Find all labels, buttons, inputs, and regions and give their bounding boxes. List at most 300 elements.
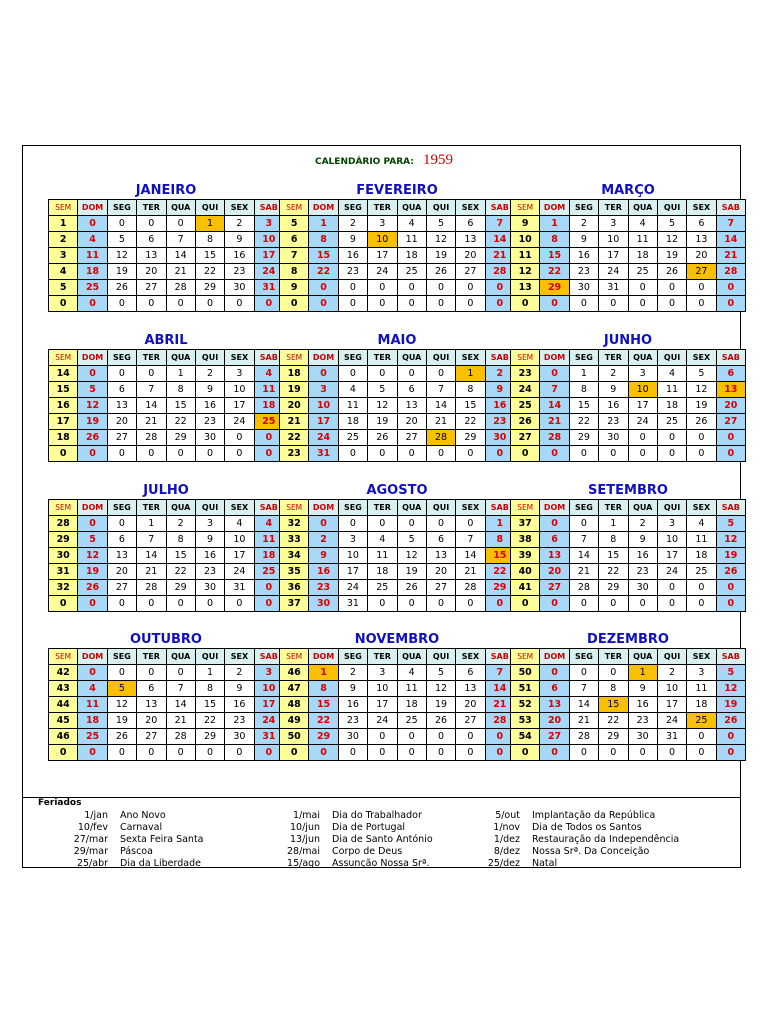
week-number: 14 [49, 366, 78, 382]
day-cell: 0 [225, 430, 254, 446]
holidays-divider [22, 797, 741, 798]
weekday-header: SAB [254, 200, 283, 216]
day-cell: 15 [569, 398, 598, 414]
week-row [511, 580, 746, 596]
week-row [511, 296, 746, 312]
day-cell: 4 [78, 232, 107, 248]
holiday-date: 1/nov [493, 822, 520, 833]
weekday-header: DOM [78, 500, 107, 516]
day-cell: 0 [687, 745, 716, 761]
day-cell: 3 [657, 516, 686, 532]
holiday-name: Restauração da Independência [532, 834, 680, 845]
weekday-header: QUA [628, 500, 657, 516]
day-cell: 21 [426, 414, 455, 430]
month-table [48, 349, 284, 462]
holiday-name: Dia do Trabalhador [332, 810, 422, 821]
weekday-header: DOM [540, 200, 569, 216]
day-cell: 31 [225, 580, 254, 596]
weekday-header: QUI [657, 350, 686, 366]
day-cell: 25 [397, 264, 426, 280]
day-cell: 0 [397, 280, 426, 296]
day-cell: 19 [368, 414, 397, 430]
day-cell: 0 [166, 446, 195, 462]
day-cell: 0 [657, 446, 686, 462]
day-cell: 7 [540, 382, 569, 398]
day-cell: 4 [368, 532, 397, 548]
month-table [510, 648, 746, 761]
day-cell: 0 [166, 665, 195, 681]
month-table [48, 648, 284, 761]
day-cell: 0 [338, 516, 367, 532]
weekday-header: SAB [716, 350, 745, 366]
holiday-date: 1/jan [84, 810, 108, 821]
weekday-header: SEM [49, 500, 78, 516]
day-cell: 19 [716, 697, 745, 713]
day-cell: 4 [254, 366, 283, 382]
day-cell: 6 [397, 382, 426, 398]
day-cell: 27 [426, 580, 455, 596]
day-cell: 13 [107, 398, 136, 414]
day-cell: 0 [569, 516, 598, 532]
day-cell: 0 [107, 296, 136, 312]
weekday-header: SEX [456, 500, 485, 516]
holidays-title: Feriados [38, 798, 82, 808]
year-label: 1959 [423, 152, 454, 168]
week-row [280, 264, 515, 280]
day-cell: 10 [628, 382, 657, 398]
day-cell: 19 [716, 548, 745, 564]
week-number: 0 [49, 446, 78, 462]
day-cell: 18 [687, 548, 716, 564]
week-number: 50 [511, 665, 540, 681]
day-cell: 12 [107, 248, 136, 264]
day-cell: 5 [397, 532, 426, 548]
day-cell: 2 [485, 366, 514, 382]
day-cell: 0 [657, 296, 686, 312]
week-row [280, 366, 515, 382]
week-row [49, 296, 284, 312]
day-cell: 0 [540, 516, 569, 532]
day-cell: 4 [687, 516, 716, 532]
day-cell: 0 [540, 446, 569, 462]
day-cell: 0 [657, 745, 686, 761]
day-cell: 15 [166, 398, 195, 414]
week-row [49, 216, 284, 232]
day-cell: 0 [628, 446, 657, 462]
day-cell: 0 [599, 296, 628, 312]
week-row [49, 516, 284, 532]
day-cell: 0 [485, 446, 514, 462]
weekday-header: SEX [687, 649, 716, 665]
day-cell: 14 [166, 697, 195, 713]
day-cell: 0 [225, 745, 254, 761]
day-cell: 5 [368, 382, 397, 398]
day-cell: 0 [540, 665, 569, 681]
day-cell: 13 [687, 232, 716, 248]
day-cell: 0 [485, 280, 514, 296]
week-row [280, 216, 515, 232]
day-cell: 17 [225, 398, 254, 414]
week-row [280, 681, 515, 697]
day-cell: 13 [137, 697, 166, 713]
day-cell: 9 [599, 382, 628, 398]
week-row [511, 280, 746, 296]
holiday-row [60, 822, 204, 834]
day-cell: 24 [599, 264, 628, 280]
day-cell: 17 [338, 564, 367, 580]
day-cell: 0 [397, 446, 426, 462]
day-cell: 23 [628, 713, 657, 729]
weekday-header: TER [137, 500, 166, 516]
holiday-date: 8/dez [493, 846, 520, 857]
weekday-header: SEG [569, 500, 598, 516]
weekday-header: DOM [309, 649, 338, 665]
week-number: 8 [280, 264, 309, 280]
weekday-header: SEX [687, 500, 716, 516]
week-number: 12 [511, 264, 540, 280]
week-number: 46 [280, 665, 309, 681]
day-cell: 0 [368, 446, 397, 462]
day-cell: 0 [657, 280, 686, 296]
week-row [280, 713, 515, 729]
weekday-header: QUI [426, 200, 455, 216]
holidays-column-2 [268, 810, 433, 870]
day-cell: 27 [137, 729, 166, 745]
day-cell: 6 [137, 232, 166, 248]
week-row [280, 665, 515, 681]
day-cell: 8 [599, 532, 628, 548]
week-row [280, 532, 515, 548]
day-cell: 6 [687, 216, 716, 232]
day-cell: 13 [540, 548, 569, 564]
day-cell: 24 [254, 713, 283, 729]
day-cell: 10 [309, 398, 338, 414]
day-cell: 21 [540, 414, 569, 430]
weekday-header: SEX [687, 200, 716, 216]
holiday-row [470, 822, 679, 834]
day-cell: 0 [599, 446, 628, 462]
month-name: ABRIL [144, 333, 188, 348]
day-cell: 0 [456, 280, 485, 296]
week-number: 35 [280, 564, 309, 580]
weekday-header: QUI [426, 350, 455, 366]
day-cell: 6 [137, 681, 166, 697]
day-cell: 0 [137, 446, 166, 462]
week-number: 54 [511, 729, 540, 745]
day-cell: 19 [78, 414, 107, 430]
day-cell: 5 [426, 216, 455, 232]
week-number: 5 [280, 216, 309, 232]
day-cell: 10 [368, 681, 397, 697]
week-row [511, 232, 746, 248]
day-cell: 0 [397, 596, 426, 612]
week-row [511, 548, 746, 564]
day-cell: 8 [166, 532, 195, 548]
day-cell: 15 [195, 697, 224, 713]
day-cell: 14 [540, 398, 569, 414]
day-cell: 16 [338, 248, 367, 264]
day-cell: 12 [368, 398, 397, 414]
day-cell: 0 [166, 296, 195, 312]
day-cell: 0 [628, 280, 657, 296]
day-cell: 13 [397, 398, 426, 414]
day-cell: 30 [628, 580, 657, 596]
day-cell: 15 [456, 398, 485, 414]
day-cell: 3 [338, 532, 367, 548]
day-cell: 26 [107, 729, 136, 745]
day-cell: 17 [657, 548, 686, 564]
day-cell: 27 [456, 264, 485, 280]
day-cell: 4 [628, 216, 657, 232]
day-cell: 0 [254, 580, 283, 596]
week-row [280, 280, 515, 296]
day-cell: 27 [137, 280, 166, 296]
day-cell: 0 [716, 296, 745, 312]
day-cell: 23 [225, 264, 254, 280]
day-cell: 24 [657, 564, 686, 580]
weekday-header: QUA [397, 649, 426, 665]
weekday-header: DOM [309, 350, 338, 366]
day-cell: 0 [628, 430, 657, 446]
weekday-header: DOM [309, 200, 338, 216]
day-cell: 0 [687, 580, 716, 596]
week-row [49, 264, 284, 280]
week-number: 49 [280, 713, 309, 729]
day-cell: 20 [426, 564, 455, 580]
week-number: 24 [511, 382, 540, 398]
day-cell: 20 [687, 248, 716, 264]
day-cell: 26 [716, 713, 745, 729]
week-number: 9 [280, 280, 309, 296]
day-cell: 21 [485, 697, 514, 713]
month-name: OUTUBRO [129, 632, 202, 647]
weekday-header: DOM [540, 500, 569, 516]
day-cell: 0 [540, 596, 569, 612]
day-cell: 1 [456, 366, 485, 382]
week-number: 1 [49, 216, 78, 232]
day-cell: 16 [338, 697, 367, 713]
holiday-date: 27/mar [73, 834, 108, 845]
weekday-header: QUI [195, 649, 224, 665]
day-cell: 26 [397, 580, 426, 596]
day-cell: 0 [368, 280, 397, 296]
day-cell: 2 [338, 216, 367, 232]
day-cell: 9 [195, 382, 224, 398]
day-cell: 30 [485, 430, 514, 446]
month-name: SETEMBRO [588, 483, 668, 498]
day-cell: 26 [426, 264, 455, 280]
day-cell: 0 [309, 366, 338, 382]
day-cell: 22 [195, 264, 224, 280]
day-cell: 8 [309, 681, 338, 697]
week-number: 15 [49, 382, 78, 398]
day-cell: 30 [225, 729, 254, 745]
day-cell: 6 [716, 366, 745, 382]
day-cell: 0 [107, 216, 136, 232]
day-cell: 18 [397, 248, 426, 264]
day-cell: 0 [368, 516, 397, 532]
weekday-header: SAB [254, 350, 283, 366]
week-row [49, 382, 284, 398]
week-number: 40 [511, 564, 540, 580]
month-6 [510, 333, 746, 462]
day-cell: 9 [225, 232, 254, 248]
day-cell: 0 [456, 516, 485, 532]
holiday-name: Dia de Santo António [332, 834, 433, 845]
week-number: 20 [280, 398, 309, 414]
day-cell: 18 [368, 564, 397, 580]
day-cell: 29 [166, 580, 195, 596]
day-cell: 0 [716, 729, 745, 745]
week-number: 21 [280, 414, 309, 430]
week-row [511, 398, 746, 414]
day-cell: 0 [628, 745, 657, 761]
week-row [280, 414, 515, 430]
week-number: 0 [511, 446, 540, 462]
day-cell: 0 [397, 745, 426, 761]
day-cell: 0 [426, 446, 455, 462]
weekday-header: QUA [166, 500, 195, 516]
day-cell: 10 [254, 232, 283, 248]
holiday-name: Nossa Srª. Da Conceição [532, 846, 650, 857]
day-cell: 16 [485, 398, 514, 414]
day-cell: 0 [195, 446, 224, 462]
day-cell: 0 [687, 280, 716, 296]
day-cell: 6 [456, 665, 485, 681]
week-row [49, 414, 284, 430]
day-cell: 9 [485, 382, 514, 398]
day-cell: 0 [540, 296, 569, 312]
week-row [511, 414, 746, 430]
week-row [49, 280, 284, 296]
day-cell: 14 [485, 232, 514, 248]
day-cell: 14 [456, 548, 485, 564]
week-number: 43 [49, 681, 78, 697]
day-cell: 16 [309, 564, 338, 580]
holiday-row [60, 846, 204, 858]
day-cell: 2 [225, 665, 254, 681]
week-number: 34 [280, 548, 309, 564]
day-cell: 0 [137, 665, 166, 681]
day-cell: 31 [254, 280, 283, 296]
day-cell: 21 [137, 414, 166, 430]
day-cell: 0 [456, 729, 485, 745]
day-cell: 6 [107, 382, 136, 398]
day-cell: 0 [78, 446, 107, 462]
title-label: CALENDÁRIO PARA: [314, 157, 414, 167]
day-cell: 9 [628, 681, 657, 697]
day-cell: 19 [107, 264, 136, 280]
day-cell: 0 [569, 596, 598, 612]
day-cell: 0 [78, 296, 107, 312]
day-cell: 7 [137, 382, 166, 398]
month-table [510, 349, 746, 462]
day-cell: 23 [195, 564, 224, 580]
week-number: 23 [280, 446, 309, 462]
day-cell: 8 [166, 382, 195, 398]
day-cell: 0 [599, 665, 628, 681]
weekday-header-row [49, 500, 284, 516]
day-cell: 18 [657, 398, 686, 414]
day-cell: 0 [368, 729, 397, 745]
day-cell: 9 [628, 532, 657, 548]
weekday-header: SAB [716, 649, 745, 665]
day-cell: 6 [426, 532, 455, 548]
day-cell: 10 [225, 532, 254, 548]
day-cell: 22 [166, 564, 195, 580]
weekday-header: TER [368, 649, 397, 665]
weekday-header: SEG [569, 649, 598, 665]
weekday-header: QUA [628, 200, 657, 216]
weekday-header: QUA [166, 350, 195, 366]
day-cell: 23 [195, 414, 224, 430]
weekday-header: SEG [569, 200, 598, 216]
day-cell: 0 [137, 296, 166, 312]
day-cell: 23 [225, 713, 254, 729]
holiday-date: 13/jun [290, 834, 320, 845]
day-cell: 19 [107, 713, 136, 729]
holiday-name: Carnaval [120, 822, 163, 833]
day-cell: 0 [78, 366, 107, 382]
day-cell: 14 [569, 697, 598, 713]
weekday-header: SAB [485, 649, 514, 665]
day-cell: 15 [599, 548, 628, 564]
day-cell: 2 [599, 366, 628, 382]
holiday-row [470, 834, 679, 846]
day-cell: 15 [195, 248, 224, 264]
day-cell: 11 [657, 382, 686, 398]
day-cell: 24 [657, 713, 686, 729]
day-cell: 29 [569, 430, 598, 446]
day-cell: 20 [397, 414, 426, 430]
week-row [511, 681, 746, 697]
day-cell: 8 [456, 382, 485, 398]
day-cell: 6 [107, 532, 136, 548]
day-cell: 0 [195, 596, 224, 612]
week-number: 9 [511, 216, 540, 232]
day-cell: 0 [687, 296, 716, 312]
month-table [279, 499, 515, 612]
day-cell: 11 [254, 532, 283, 548]
weekday-header-row [280, 200, 515, 216]
day-cell: 5 [657, 216, 686, 232]
weekday-header: SEG [107, 200, 136, 216]
weekday-header: SEM [49, 350, 78, 366]
weekday-header: SEX [687, 350, 716, 366]
month-4 [48, 333, 284, 462]
week-row [49, 366, 284, 382]
day-cell: 7 [426, 382, 455, 398]
day-cell: 0 [599, 596, 628, 612]
weekday-header: SEM [511, 200, 540, 216]
week-row [280, 382, 515, 398]
day-cell: 0 [569, 665, 598, 681]
weekday-header: SEM [511, 500, 540, 516]
day-cell: 27 [540, 580, 569, 596]
day-cell: 1 [485, 516, 514, 532]
day-cell: 0 [426, 366, 455, 382]
day-cell: 13 [137, 248, 166, 264]
day-cell: 0 [569, 296, 598, 312]
day-cell: 12 [716, 532, 745, 548]
day-cell: 0 [195, 296, 224, 312]
day-cell: 0 [397, 729, 426, 745]
month-table [279, 648, 515, 761]
day-cell: 21 [166, 713, 195, 729]
day-cell: 26 [426, 713, 455, 729]
day-cell: 10 [368, 232, 397, 248]
week-number: 51 [511, 681, 540, 697]
